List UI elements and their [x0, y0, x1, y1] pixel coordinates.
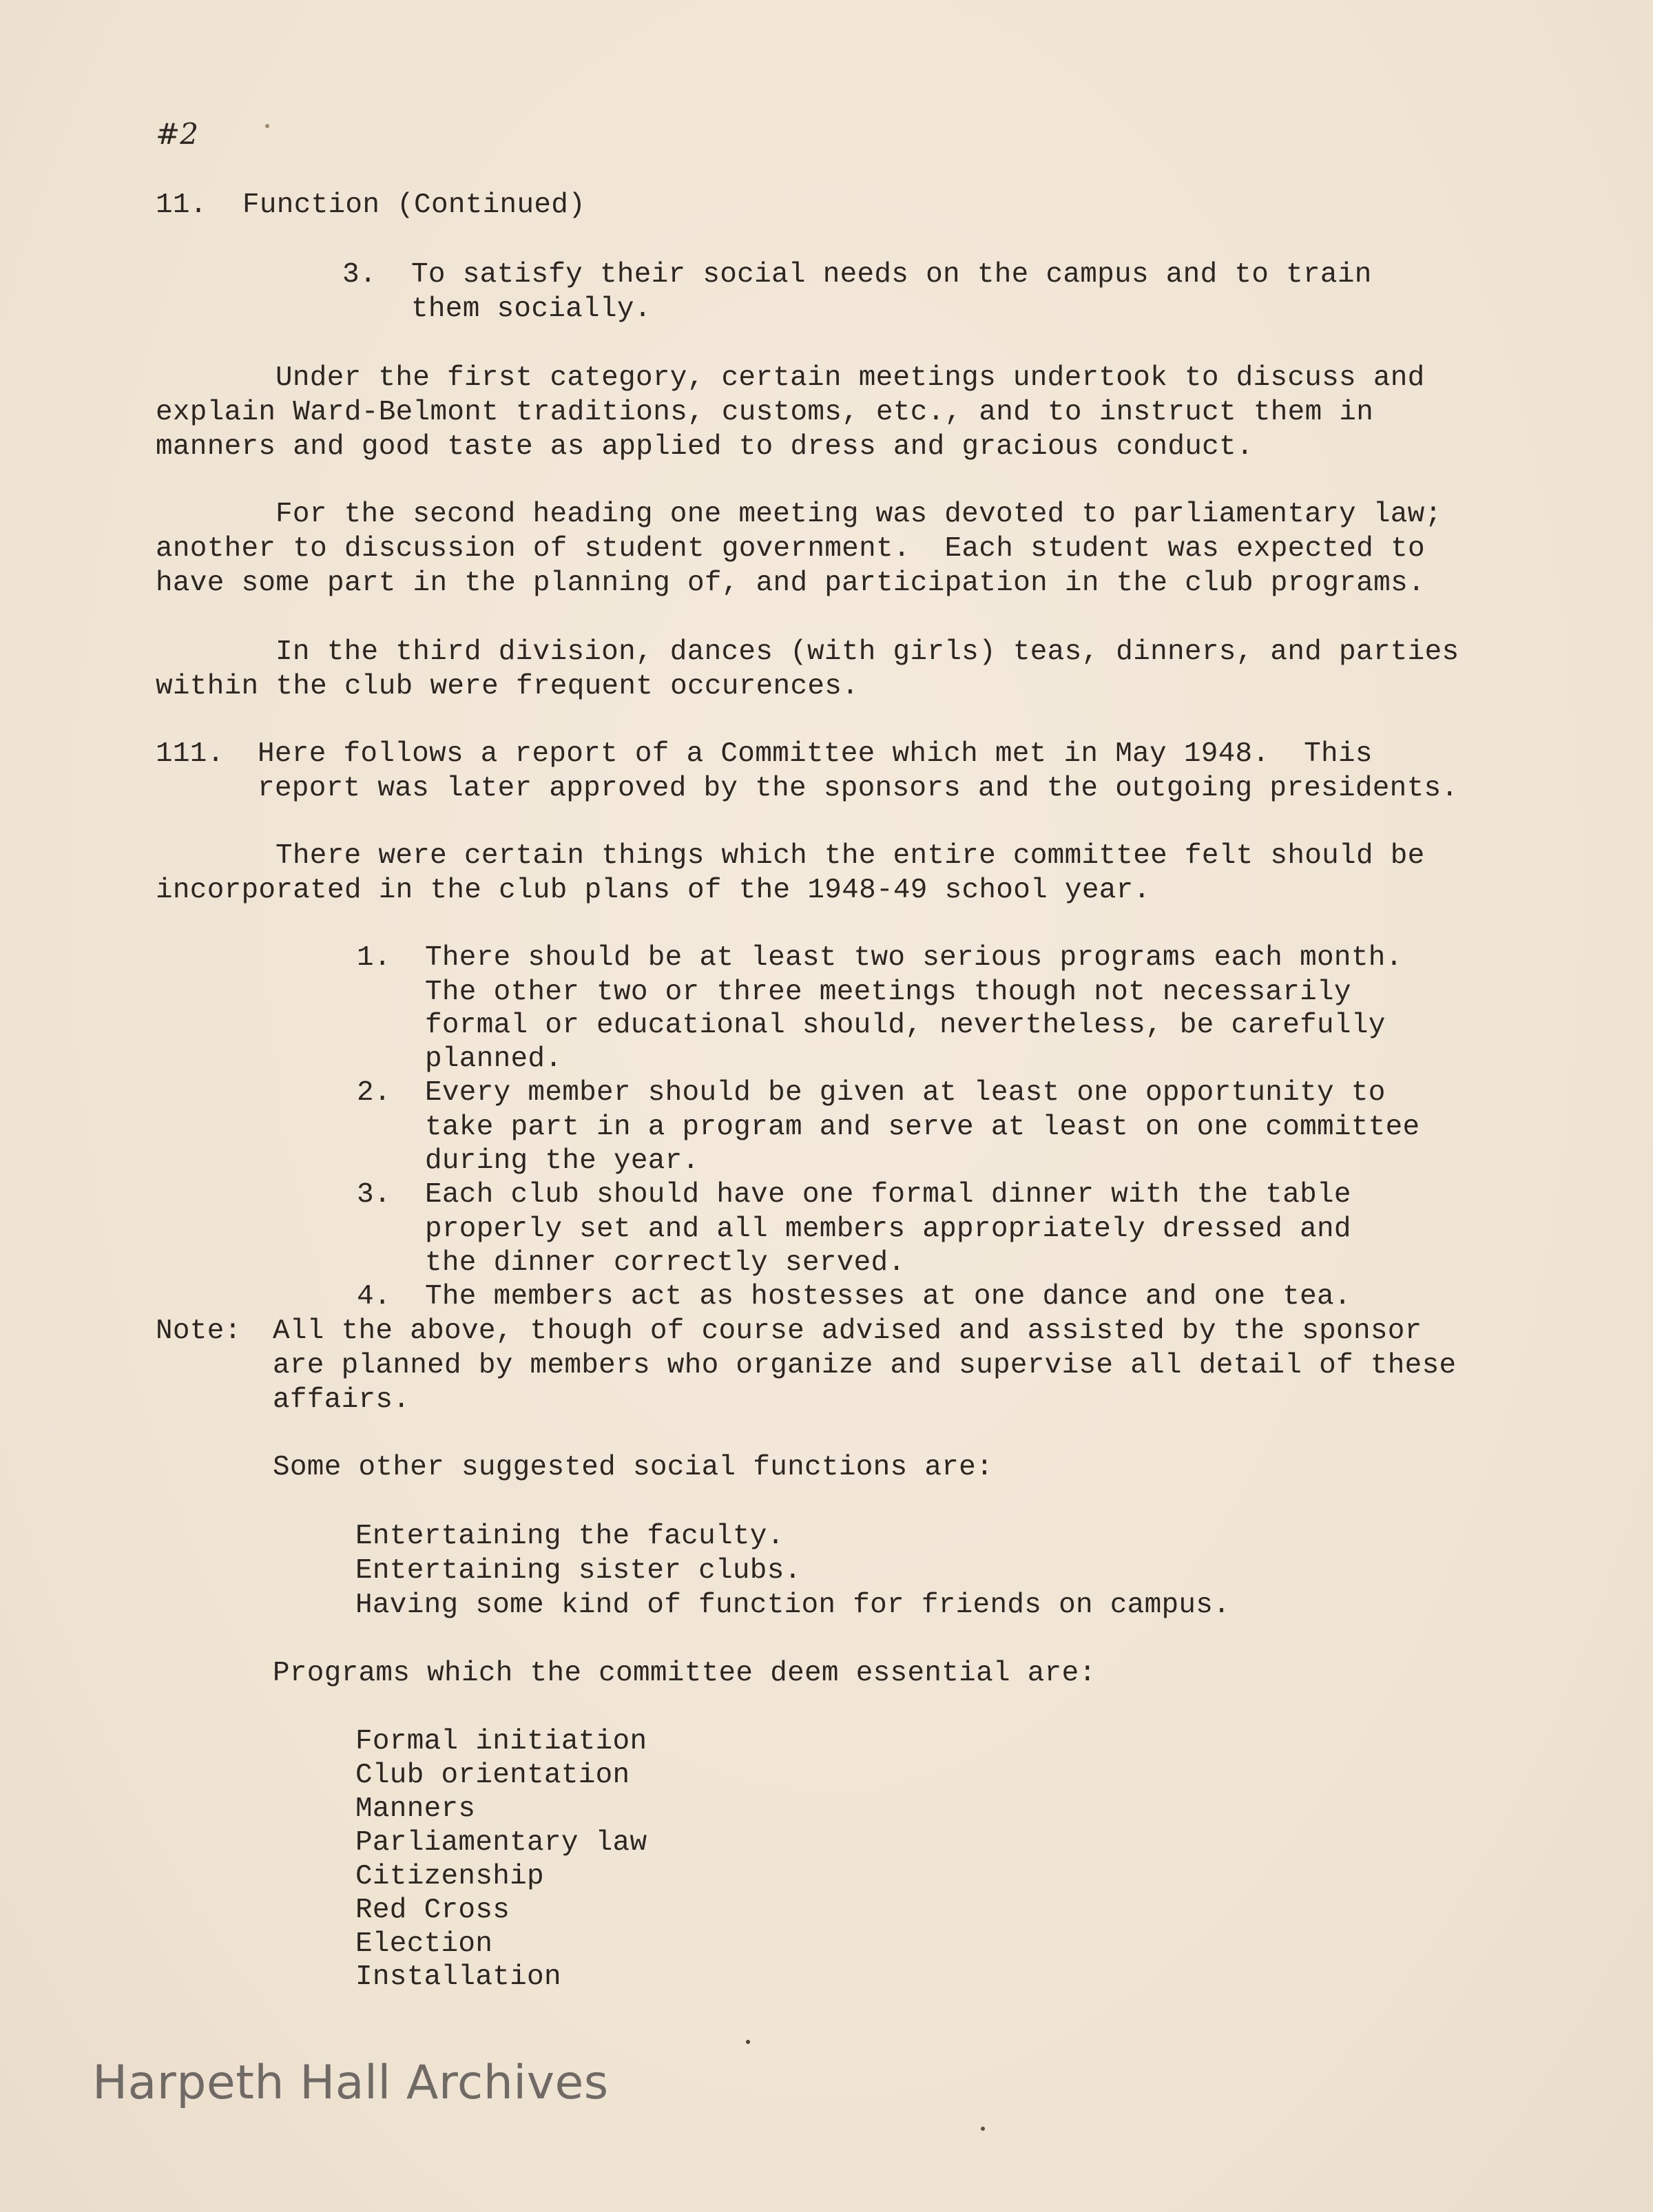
section-iii-number: 111. [156, 738, 225, 770]
section-ii-number: 11. [156, 189, 207, 221]
para2-line: another to discussion of student government. Each student was expected to [156, 533, 1425, 565]
page-number: #2 [156, 117, 198, 151]
social-item: Entertaining the faculty. [355, 1521, 784, 1552]
program-item: Club orientation [355, 1760, 630, 1791]
social-item: Entertaining sister clubs. [355, 1555, 802, 1587]
para3-line: In the third division, dances (with girls) teas, dinners, and parties [276, 636, 1459, 668]
note-label: Note: [156, 1315, 242, 1347]
list-item-number: 2. [357, 1077, 391, 1109]
list-item-line: There should be at least two serious programs each month. [425, 942, 1403, 974]
paper-speck [265, 124, 269, 128]
list-item-line: formal or educational should, nevertheless, be carefully [425, 1010, 1386, 1041]
section-ii-heading: Function (Continued) [242, 189, 586, 221]
list-item-line: during the year. [425, 1145, 700, 1177]
social-item: Having some kind of function for friends on campus. [355, 1589, 1231, 1621]
item3-number: 3. [342, 259, 377, 291]
paper-speck [746, 2040, 750, 2044]
item3-line: To satisfy their social needs on the campus and to train [411, 259, 1372, 291]
paper-speck [981, 2127, 985, 2131]
para1-line: Under the first category, certain meetings undertook to discuss and [276, 362, 1425, 394]
list-item-line: planned. [425, 1043, 563, 1075]
program-item: Formal initiation [355, 1726, 647, 1757]
para1-line: explain Ward-Belmont traditions, customs, etc., and to instruct them in [156, 397, 1374, 428]
list-item-number: 4. [357, 1281, 391, 1313]
program-item: Election [355, 1928, 493, 1960]
list-item-line: Every member should be given at least one opportunity to [425, 1077, 1386, 1109]
program-item: Installation [355, 1961, 561, 1993]
para4-line: incorporated in the club plans of the 1948-49 school year. [156, 875, 1151, 906]
list-item-number: 3. [357, 1179, 391, 1211]
list-item-line: The members act as hostesses at one dance and one tea. [425, 1281, 1351, 1313]
list-item-line: the dinner correctly served. [425, 1247, 906, 1279]
note-line: affairs. [273, 1384, 410, 1416]
list-item-line: Each club should have one formal dinner with the table [425, 1179, 1351, 1211]
item3-line: them socially. [411, 293, 652, 325]
list-item-line: The other two or three meetings though not necessarily [425, 977, 1351, 1008]
archive-watermark: Harpeth Hall Archives [92, 2056, 609, 2110]
program-item: Parliamentary law [355, 1827, 647, 1859]
program-item: Citizenship [355, 1861, 544, 1892]
para1-line: manners and good taste as applied to dress and gracious conduct. [156, 431, 1254, 463]
section-iii-line: report was later approved by the sponsors and the outgoing presidents. [258, 773, 1459, 804]
program-item: Red Cross [355, 1895, 510, 1926]
programs-intro: Programs which the committee deem essential are: [273, 1658, 1096, 1689]
section-iii-line: Here follows a report of a Committee which met in May 1948. This [258, 738, 1373, 770]
para3-line: within the club were frequent occurences. [156, 671, 860, 702]
para2-line: For the second heading one meeting was devoted to parliamentary law; [276, 499, 1442, 530]
program-item: Manners [355, 1793, 476, 1825]
note-line: All the above, though of course advised and assisted by the sponsor [273, 1315, 1422, 1347]
list-item-line: properly set and all members appropriately dressed and [425, 1213, 1351, 1245]
social-intro: Some other suggested social functions are: [273, 1452, 993, 1483]
para4-line: There were certain things which the entire committee felt should be [276, 840, 1425, 872]
list-item-number: 1. [357, 942, 391, 974]
para2-line: have some part in the planning of, and participation in the club programs. [156, 567, 1425, 599]
list-item-line: take part in a program and serve at least on one committee [425, 1112, 1420, 1143]
note-line: are planned by members who organize and supervise all detail of these [273, 1350, 1457, 1381]
